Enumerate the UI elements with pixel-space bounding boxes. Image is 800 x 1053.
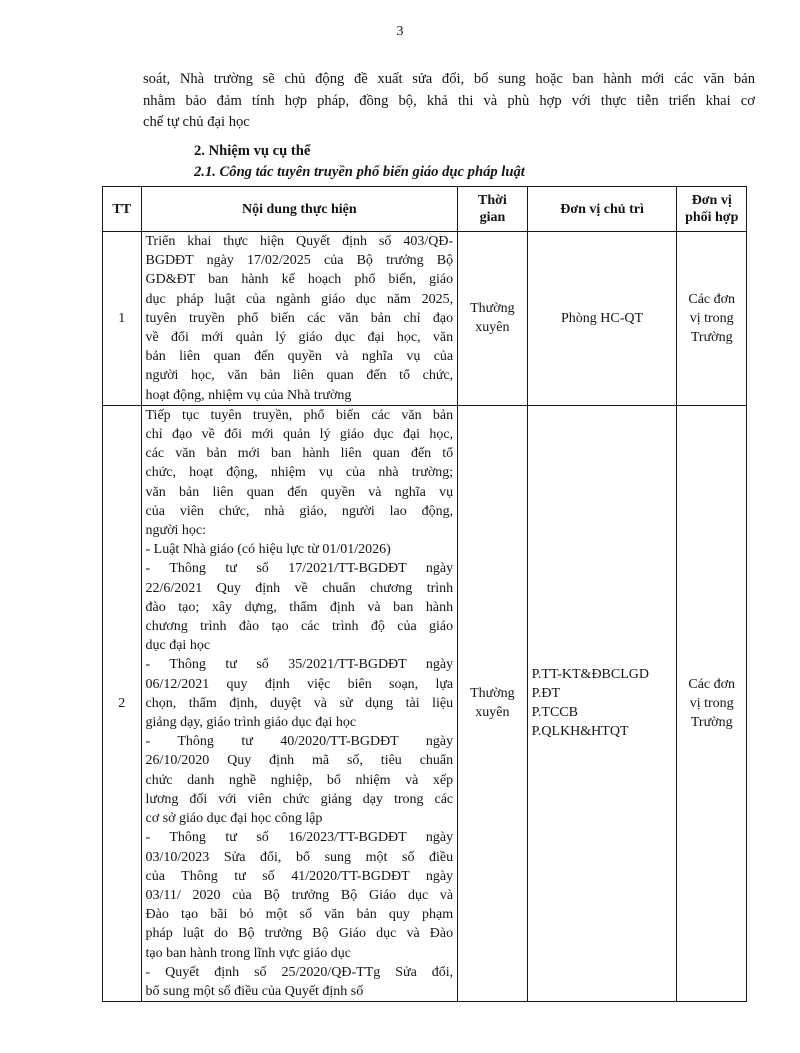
content-line: - Thông tư số 17/2021/TT-BGDĐT ngày xyxy=(145,561,454,577)
content-line: pháp luật do Bộ trưởng Bộ Giáo dục và Đào xyxy=(145,926,454,942)
content-line: Đào tạo bãi bỏ một số văn bản quy phạm xyxy=(145,907,454,923)
row-coop-line: Trường xyxy=(690,714,733,730)
content-line: GD&ĐT ban hành kế hoạch phổ biến, giáo xyxy=(145,272,454,288)
content-line: 22/6/2021 Quy định về chuẩn chương trình xyxy=(145,580,454,596)
table-body xyxy=(103,232,747,1002)
row-number: 1 xyxy=(103,232,142,406)
intro-paragraph xyxy=(143,69,755,134)
row-content xyxy=(141,232,458,406)
task-table xyxy=(102,186,747,1002)
content-line: 06/12/2021 quy định việc biên soạn, lựa xyxy=(145,676,454,692)
content-line: 03/10/2023 Sửa đổi, bổ sung một số điều xyxy=(145,849,454,865)
row-coop-line: Các đơn xyxy=(688,676,736,692)
header-content: Nội dung thực hiện xyxy=(141,187,458,232)
row-unit-line: P.QLKH&HTQT xyxy=(531,724,629,740)
content-line: văn bản liên quan đến quyền và nghĩa vụ xyxy=(145,484,454,500)
row-number: 2 xyxy=(103,405,142,1001)
content-line: chương trình đào tạo các trình độ của giáo xyxy=(145,619,454,635)
content-line: chức danh nghề nghiệp, bổ nhiệm và xếp xyxy=(145,772,454,788)
content-line: 26/10/2020 Quy định mã số, tiêu chuẩn xyxy=(145,753,454,769)
row-coop xyxy=(677,405,747,1001)
row-unit-line: P.ĐT xyxy=(531,686,561,702)
content-line: tạo ban hành trong lĩnh vực giáo dục xyxy=(145,945,351,961)
subsection-heading: 2.1. Công tác tuyên truyền phổ biến giáo dục pháp luật xyxy=(194,164,525,180)
header-tt: TT xyxy=(103,187,142,232)
content-line: bản liên quan đến quyền và nghĩa vụ của xyxy=(145,349,454,365)
table-header-row xyxy=(103,187,747,232)
content-line: của viên chức, nhà giáo, người lao động, xyxy=(145,503,454,519)
table-row xyxy=(103,232,747,406)
content-line: - Thông tư số 35/2021/TT-BGDĐT ngày xyxy=(145,657,454,673)
row-unit-line: Phòng HC-QT xyxy=(561,310,644,326)
header-coop xyxy=(677,187,747,232)
row-time xyxy=(458,232,528,406)
header-time-line: gian xyxy=(479,210,506,225)
content-line: BGDĐT ngày 17/02/2025 của Bộ trưởng Bộ xyxy=(145,253,454,269)
content-line: chỉ đạo về đổi mới quản lý giáo dục đại học, xyxy=(145,427,454,443)
content-line: 03/11/ 2020 của Bộ trưởng Bộ Giáo dục và xyxy=(145,887,454,903)
row-time xyxy=(458,405,528,1001)
row-unit-line: P.TCCB xyxy=(531,705,578,721)
section-heading: 2. Nhiệm vụ cụ thể xyxy=(194,143,311,159)
row-time-line: Thường xyxy=(470,686,515,702)
row-unit-line: P.TT-KT&ĐBCLGD xyxy=(531,667,649,683)
row-coop-line: vị trong xyxy=(689,695,734,711)
content-line: Triển khai thực hiện Quyết định số 403/QĐ- xyxy=(145,234,454,249)
content-line: về đổi mới quản lý giáo dục đại học, văn xyxy=(145,330,454,346)
row-time-line: xuyên xyxy=(475,705,510,721)
content-line: người học: xyxy=(145,523,206,539)
header-unit: Đơn vị chủ trì xyxy=(527,187,677,232)
content-line: - Quyết định số 25/2020/QĐ-TTg Sửa đổi, xyxy=(145,964,454,980)
content-line: đào tạo; xây dựng, thẩm định và ban hành xyxy=(145,599,454,615)
content-line: người học, văn bản liên quan đến tổ chức, xyxy=(145,368,454,384)
row-coop-line: Trường xyxy=(690,329,733,345)
header-time xyxy=(458,187,528,232)
row-coop xyxy=(677,232,747,406)
content-line: - Thông tư 40/2020/TT-BGDĐT ngày xyxy=(145,734,454,750)
row-content xyxy=(141,405,458,1001)
content-line: dục pháp luật của ngành giáo dục năm 2025, xyxy=(145,291,454,307)
row-unit xyxy=(527,232,677,406)
content-line: cơ sở giáo dục đại học công lập xyxy=(145,811,323,827)
content-line: của Thông tư số 41/2020/TT-BGDĐT ngày xyxy=(145,868,454,884)
page-number: 3 xyxy=(396,24,404,39)
content-line: lương đối với viên chức giảng dạy trong các xyxy=(145,791,454,807)
intro-line: chế tự chủ đại học xyxy=(143,114,250,130)
row-time-line: Thường xyxy=(470,301,515,317)
content-line: - Thông tư số 16/2023/TT-BGDĐT ngày xyxy=(145,830,454,846)
content-line: các văn bản mới ban hành liên quan đến tổ xyxy=(145,446,454,462)
row-unit xyxy=(527,405,677,1001)
content-line: chức, hoạt động, nhiệm vụ của nhà trường; xyxy=(145,465,454,481)
header-coop-line: Đơn vị xyxy=(691,193,732,208)
content-line: giảng dạy, giáo trình giáo dục đại học xyxy=(145,715,357,731)
content-line: - Luật Nhà giáo (có hiệu lực từ 01/01/2026) xyxy=(145,542,391,558)
row-coop-line: vị trong xyxy=(689,310,734,326)
header-coop-line: phối hợp xyxy=(685,210,739,225)
content-line: bổ sung một số điều của Quyết định số xyxy=(145,983,364,999)
intro-line: nhằm bảo đảm tính hợp pháp, đồng bộ, khả thi và phù hợp với thực tiễn triển khai cơ xyxy=(143,92,755,109)
row-time-line: xuyên xyxy=(475,320,510,336)
content-line: Tiếp tục tuyên truyền, phổ biến các văn bản xyxy=(145,407,454,423)
content-line: hoạt động, nhiệm vụ của Nhà trường xyxy=(145,387,352,403)
content-line: dục đại học xyxy=(145,638,211,654)
header-time-line: Thời xyxy=(478,193,507,208)
table-row xyxy=(103,405,747,1001)
row-coop-line: Các đơn xyxy=(688,291,736,307)
content-line: chọn, thẩm định, duyệt và sử dụng tài liệu xyxy=(145,695,454,711)
content-line: tuyên truyền phổ biến các văn bản chỉ đạo xyxy=(145,310,454,326)
intro-line: soát, Nhà trường sẽ chủ động đề xuất sửa đổi, bổ sung hoặc ban hành mới các văn bản xyxy=(143,71,755,87)
